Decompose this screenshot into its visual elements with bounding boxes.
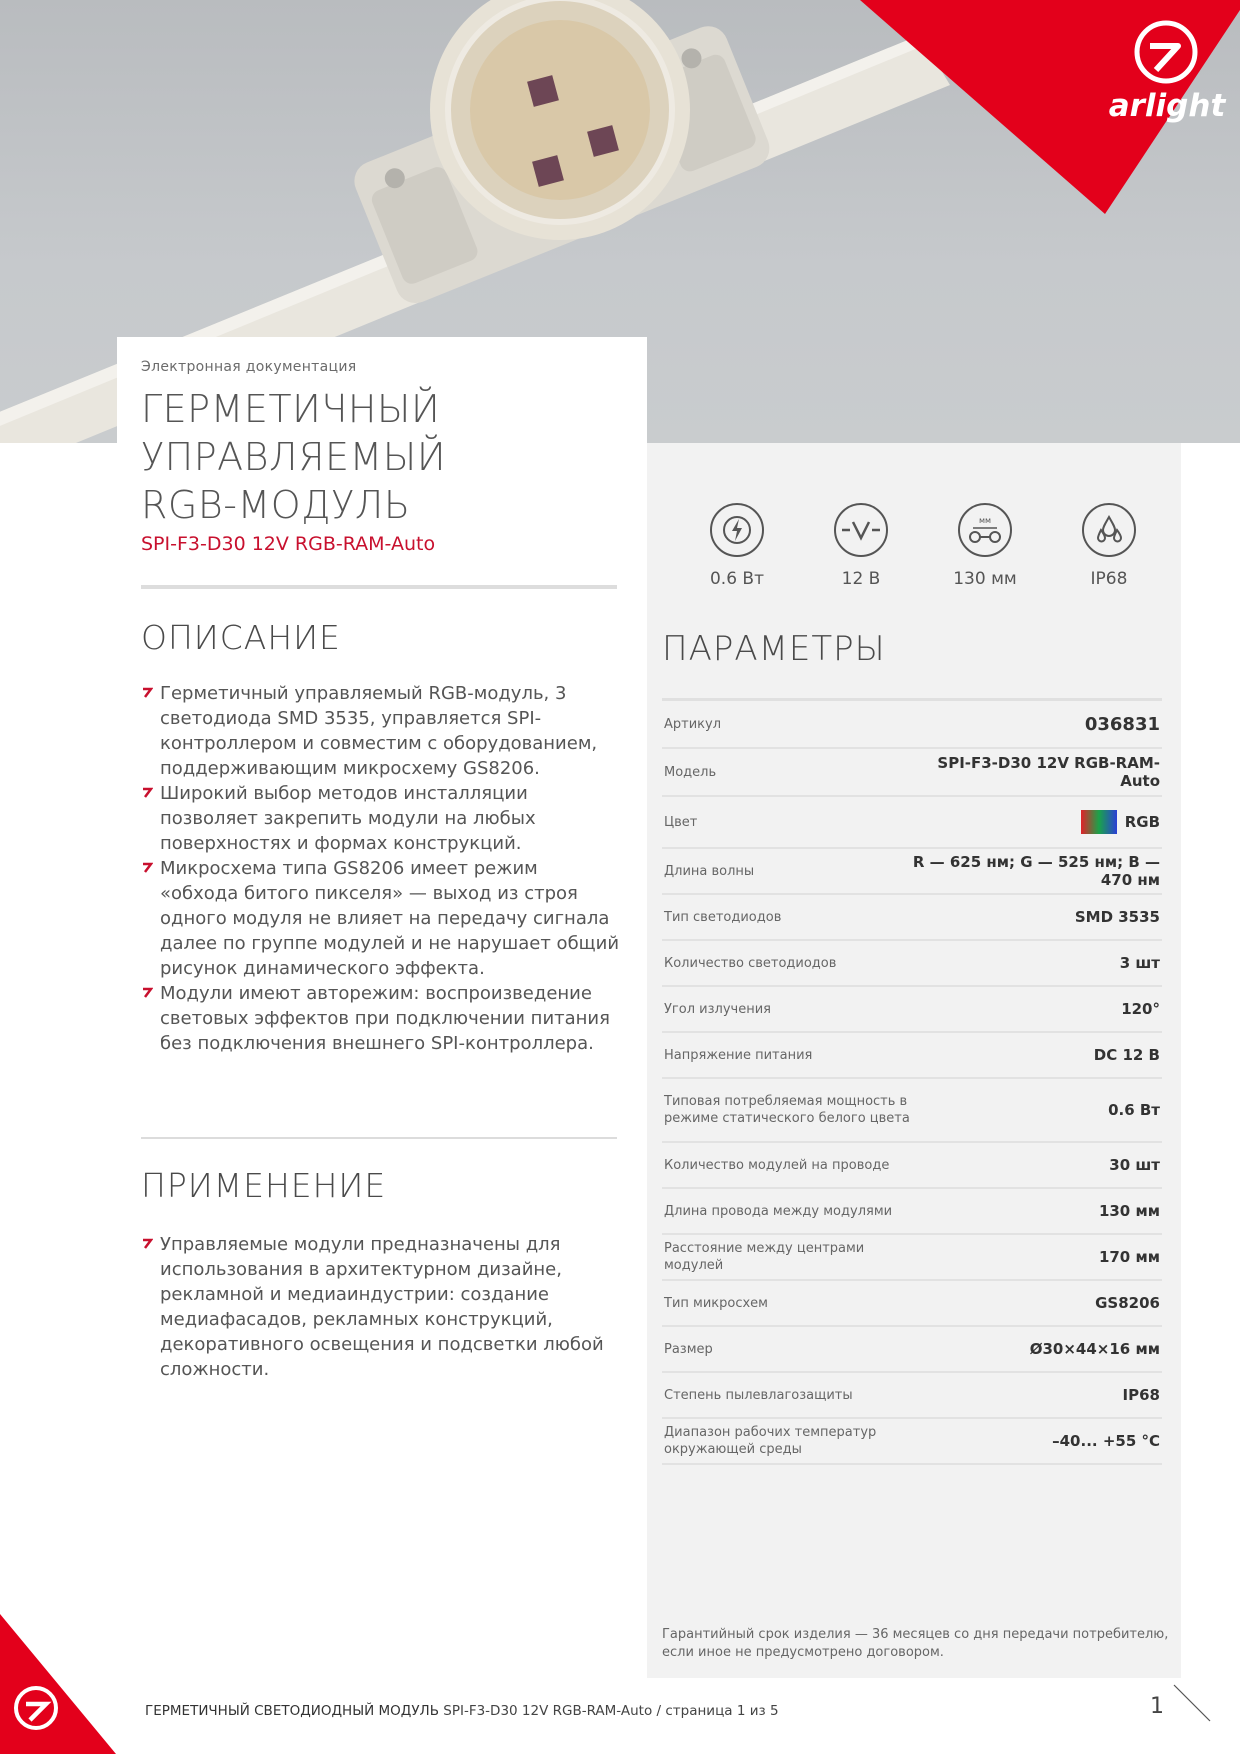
table-row bbox=[662, 1143, 1162, 1189]
table-row bbox=[662, 941, 1162, 987]
description-list bbox=[141, 681, 621, 1056]
page-title bbox=[141, 385, 621, 529]
param-value: R — 625 нм; G — 525 нм; B — 470 нм bbox=[912, 853, 1160, 889]
param-value: SMD 3535 bbox=[1074, 908, 1160, 926]
application-heading: ПРИМЕНЕНИЕ bbox=[141, 1166, 387, 1205]
table-row bbox=[662, 1373, 1162, 1419]
param-key: Модель bbox=[664, 764, 717, 780]
param-value: 036831 bbox=[1084, 713, 1160, 735]
title-line: УПРАВЛЯЕМЫЙ bbox=[141, 435, 447, 479]
param-key: Длина волны bbox=[664, 863, 755, 879]
param-value: DC 12 В bbox=[1093, 1046, 1160, 1064]
param-value: GS8206 bbox=[1095, 1294, 1160, 1312]
param-key: Артикул bbox=[664, 716, 722, 732]
table-row bbox=[662, 1189, 1162, 1235]
title-divider bbox=[141, 585, 617, 589]
param-key: Типовая потребляемая мощность в режиме статического белого цвета bbox=[664, 1094, 910, 1126]
list-item-text: Герметичный управляемый RGB-модуль, 3 светодиода SMD 3535, управляется SPI-контроллером и совместим с оборудованием, поддерживающим микросхему GS8206. bbox=[160, 683, 598, 779]
brand-logo bbox=[860, 0, 1240, 214]
param-key: Количество светодиодов bbox=[664, 955, 837, 971]
footer-page-info: SPI-F3-D30 12V RGB-RAM-Auto / страница 1 из 5 bbox=[438, 1703, 779, 1719]
param-key: Цвет bbox=[664, 814, 698, 830]
list-item bbox=[141, 856, 621, 981]
feature-label: 0.6 Вт bbox=[709, 569, 764, 589]
param-key: Угол излучения bbox=[664, 1001, 771, 1017]
table-row bbox=[662, 1419, 1162, 1465]
doc-label: Электронная документация bbox=[141, 359, 357, 375]
arrow-bullet-icon bbox=[141, 1236, 153, 1250]
arrow-bullet-icon bbox=[141, 860, 153, 874]
color-value: RGB bbox=[1124, 813, 1160, 831]
arrow-bullet-icon bbox=[141, 985, 153, 999]
param-value: 3 шт bbox=[1119, 954, 1160, 972]
param-key: Тип микросхем bbox=[664, 1295, 768, 1311]
parameters-heading: ПАРАМЕТРЫ bbox=[662, 629, 886, 669]
param-key: Напряжение питания bbox=[664, 1047, 813, 1063]
list-item bbox=[141, 681, 621, 781]
table-row bbox=[662, 1281, 1162, 1327]
param-value: 170 мм bbox=[1098, 1248, 1160, 1266]
list-item-text: Микросхема типа GS8206 имеет режим «обхода битого пикселя» — выход из строя одного модуля не влияет на передачу сигнала далее по группе модулей и не нарушает общий рисунок динамического эффекта. bbox=[160, 858, 620, 979]
arrow-bullet-icon bbox=[141, 685, 153, 699]
param-value: –40... +55 °C bbox=[1052, 1432, 1160, 1450]
waterproof-icon bbox=[1082, 503, 1136, 557]
param-value: 130 мм bbox=[1098, 1202, 1160, 1220]
table-row bbox=[662, 701, 1162, 749]
length-icon bbox=[958, 503, 1012, 557]
param-key: Диапазон рабочих температур окружающей среды bbox=[664, 1425, 877, 1457]
param-value: IP68 bbox=[1122, 1386, 1160, 1404]
footer-product: ГЕРМЕТИЧНЫЙ СВЕТОДИОДНЫЙ МОДУЛЬ bbox=[145, 1703, 439, 1719]
feature-label: 12 В bbox=[841, 569, 881, 589]
section-divider bbox=[141, 1137, 617, 1139]
param-value: 30 шт bbox=[1109, 1156, 1160, 1174]
rgb-swatch bbox=[1081, 810, 1117, 834]
table-row bbox=[662, 797, 1162, 849]
table-row bbox=[662, 1327, 1162, 1373]
param-value: Ø30×44×16 мм bbox=[1029, 1340, 1160, 1358]
power-icon bbox=[710, 503, 764, 557]
table-row bbox=[662, 1033, 1162, 1079]
arrow-bullet-icon bbox=[141, 785, 153, 799]
param-value: 0.6 Вт bbox=[1108, 1101, 1160, 1119]
feature-waterproof bbox=[1049, 503, 1169, 589]
feature-length bbox=[925, 503, 1045, 589]
parameters-table bbox=[662, 698, 1162, 1465]
param-key: Количество модулей на проводе bbox=[664, 1157, 890, 1173]
list-item-text: Широкий выбор методов инсталляции позволяет закрепить модули на любых поверхностях и формах конструкций. bbox=[160, 783, 536, 854]
title-card bbox=[117, 337, 647, 607]
param-value bbox=[1081, 810, 1160, 834]
title-line: ГЕРМЕТИЧНЫЙ bbox=[141, 387, 441, 431]
feature-power bbox=[677, 503, 797, 589]
param-key: Расстояние между центрами модулей bbox=[664, 1241, 865, 1273]
feature-icons bbox=[677, 503, 1165, 593]
feature-voltage bbox=[801, 503, 921, 589]
description-heading: ОПИСАНИЕ bbox=[141, 618, 341, 657]
list-item bbox=[141, 781, 621, 856]
param-key: Тип светодиодов bbox=[664, 909, 782, 925]
list-item-text: Управляемые модули предназначены для использования в архитектурном дизайне, рекламной и медиаиндустрии: создание медиафасадов, рекламных конструкций, декоративного освещения и подсветки любой сложности. bbox=[160, 1234, 604, 1380]
model-subtitle: SPI-F3-D30 12V RGB-RAM-Auto bbox=[141, 533, 436, 555]
title-line: RGB-МОДУЛЬ bbox=[141, 483, 411, 527]
param-key: Степень пылевлагозащиты bbox=[664, 1387, 853, 1403]
param-key: Размер bbox=[664, 1341, 713, 1357]
table-row bbox=[662, 895, 1162, 941]
footer-caption bbox=[145, 1703, 779, 1719]
table-row bbox=[662, 1079, 1162, 1143]
parameters-panel bbox=[647, 443, 1181, 1678]
table-row bbox=[662, 749, 1162, 797]
page-number: 1 bbox=[1150, 1694, 1164, 1719]
warranty-note: Гарантийный срок изделия — 36 месяцев со дня передачи потребителю, если иное не предусмотрено договором. bbox=[662, 1627, 1169, 1660]
svg-text:мм: мм bbox=[978, 516, 992, 525]
application-list bbox=[141, 1232, 621, 1382]
list-item bbox=[141, 1232, 621, 1382]
list-item bbox=[141, 981, 621, 1056]
param-value: SPI-F3-D30 12V RGB-RAM-Auto bbox=[937, 754, 1160, 790]
table-row bbox=[662, 1235, 1162, 1281]
footer-logo bbox=[0, 1614, 116, 1754]
table-row bbox=[662, 987, 1162, 1033]
list-item-text: Модули имеют авторежим: воспроизведение световых эффектов при подключении питания без подключения внешнего SPI-контроллера. bbox=[160, 983, 610, 1054]
param-key: Длина провода между модулями bbox=[664, 1203, 893, 1219]
param-value: 120° bbox=[1121, 1000, 1160, 1018]
page-corner-mark bbox=[1172, 1683, 1212, 1723]
feature-label: IP68 bbox=[1090, 569, 1128, 589]
voltage-icon bbox=[834, 503, 888, 557]
table-row bbox=[662, 849, 1162, 895]
feature-label: 130 мм bbox=[953, 569, 1017, 589]
brand-name: arlight bbox=[1108, 88, 1226, 124]
